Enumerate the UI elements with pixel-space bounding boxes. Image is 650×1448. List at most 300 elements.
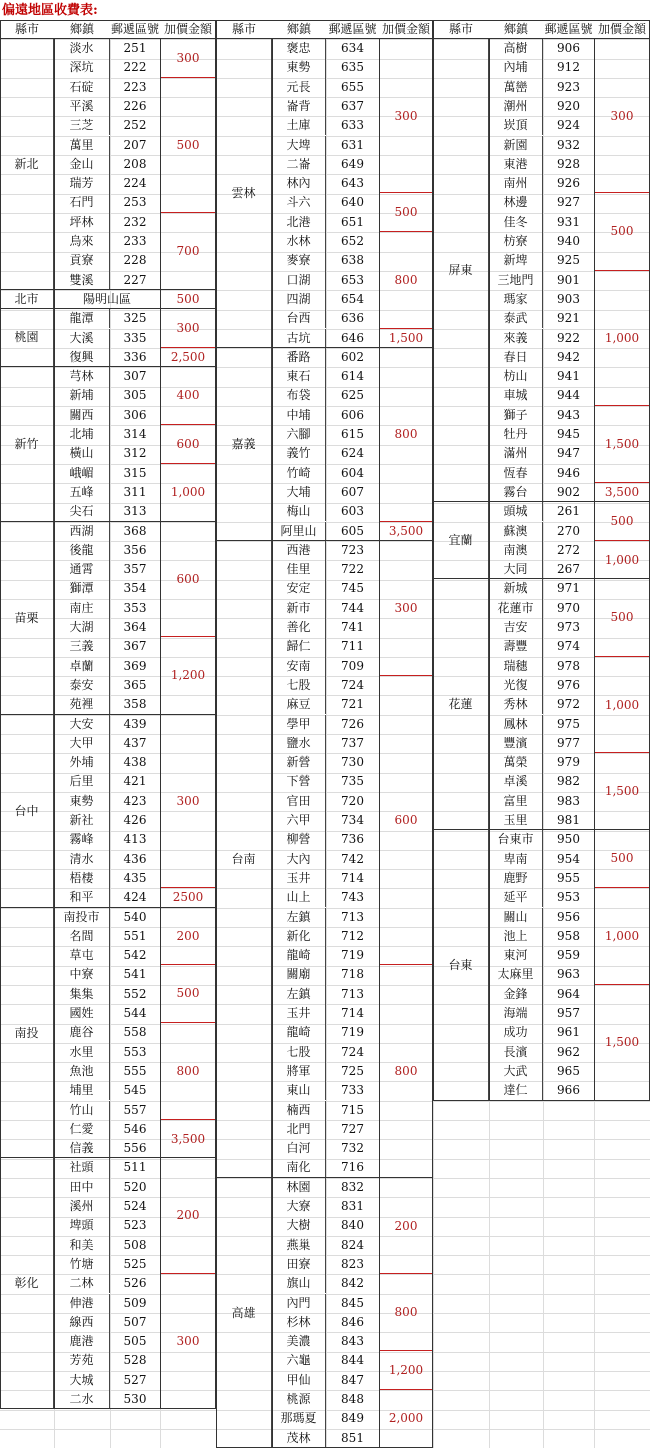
town-cell: 佳里 bbox=[272, 560, 326, 579]
zip-cell: 824 bbox=[341, 1237, 364, 1252]
town-cell: 茂林 bbox=[272, 1429, 326, 1448]
zip-cell: 849 bbox=[341, 1411, 364, 1426]
town-cell: 七股 bbox=[272, 1043, 326, 1062]
zip-cell: 226 bbox=[123, 98, 147, 113]
fee-cell: 200 bbox=[176, 928, 200, 943]
town-cell: 番路 bbox=[272, 348, 326, 367]
zip-cell: 509 bbox=[123, 1295, 147, 1310]
town-cell: 來義 bbox=[489, 329, 543, 348]
zip-cell: 207 bbox=[123, 137, 147, 152]
zip-cell: 367 bbox=[123, 639, 147, 654]
town-cell: 玉里 bbox=[489, 811, 543, 830]
town-cell: 歸仁 bbox=[272, 637, 326, 656]
town-cell: 四湖 bbox=[272, 290, 326, 309]
zip-cell: 925 bbox=[557, 253, 580, 268]
town-cell: 竹塘 bbox=[54, 1255, 110, 1274]
fee-cell: 500 bbox=[176, 137, 200, 152]
zip-cell: 963 bbox=[557, 967, 580, 982]
town-cell: 雙溪 bbox=[54, 271, 110, 290]
town-cell: 春日 bbox=[489, 348, 543, 367]
zip-cell: 222 bbox=[123, 60, 147, 75]
town-cell: 關西 bbox=[54, 406, 110, 425]
town-cell: 元長 bbox=[272, 78, 326, 97]
zip-cell: 435 bbox=[123, 870, 147, 885]
town-cell: 光復 bbox=[489, 676, 543, 695]
header-county: 縣市 bbox=[433, 20, 489, 39]
town-cell: 大武 bbox=[489, 1062, 543, 1081]
header-county: 縣市 bbox=[0, 20, 54, 39]
fee-cell: 500 bbox=[610, 514, 634, 529]
town-cell: 鹿港 bbox=[54, 1332, 110, 1351]
zip-cell: 311 bbox=[123, 484, 147, 499]
zip-cell: 358 bbox=[123, 697, 147, 712]
zip-cell: 712 bbox=[341, 928, 364, 943]
zip-cell: 223 bbox=[123, 79, 147, 94]
town-cell: 大湖 bbox=[54, 618, 110, 637]
zip-cell: 507 bbox=[123, 1314, 147, 1329]
rule-line bbox=[216, 20, 217, 1448]
town-cell: 瑞芳 bbox=[54, 174, 110, 193]
zip-cell: 923 bbox=[557, 79, 580, 94]
zip-cell: 356 bbox=[123, 542, 147, 557]
town-cell: 中埔 bbox=[272, 406, 326, 425]
zip-cell: 924 bbox=[557, 118, 580, 133]
fee-cell: 300 bbox=[176, 51, 200, 65]
fee-cell: 1,000 bbox=[604, 552, 640, 567]
town-cell: 三地門 bbox=[489, 271, 543, 290]
zip-cell: 961 bbox=[557, 1025, 580, 1040]
zip-cell: 725 bbox=[341, 1063, 364, 1078]
town-cell: 萬里 bbox=[54, 136, 110, 155]
zip-cell: 545 bbox=[123, 1083, 147, 1098]
fee-cell: 700 bbox=[176, 243, 200, 258]
town-cell: 林園 bbox=[272, 1178, 326, 1197]
zip-cell: 357 bbox=[123, 562, 147, 577]
zip-cell: 336 bbox=[123, 349, 147, 364]
town-cell: 新城 bbox=[489, 579, 543, 598]
zip-cell: 651 bbox=[341, 214, 364, 229]
rule-line bbox=[160, 1408, 216, 1409]
zip-cell: 735 bbox=[341, 774, 364, 789]
zip-cell: 979 bbox=[557, 755, 580, 770]
zip-cell: 964 bbox=[557, 986, 580, 1001]
town-cell: 長濱 bbox=[489, 1043, 543, 1062]
zip-cell: 232 bbox=[123, 214, 147, 229]
town-cell: 平溪 bbox=[54, 97, 110, 116]
town-cell: 水里 bbox=[54, 1043, 110, 1062]
zip-cell: 520 bbox=[123, 1179, 147, 1194]
town-cell: 草屯 bbox=[54, 946, 110, 965]
town-cell: 大寮 bbox=[272, 1197, 326, 1216]
zip-cell: 314 bbox=[123, 427, 147, 441]
town-cell: 竹山 bbox=[54, 1101, 110, 1120]
zip-cell: 652 bbox=[341, 234, 364, 248]
zip-cell: 741 bbox=[341, 620, 364, 634]
town-cell: 牡丹 bbox=[489, 425, 543, 444]
zip-cell: 607 bbox=[341, 484, 364, 499]
zip-cell: 423 bbox=[123, 793, 147, 808]
zip-cell: 719 bbox=[341, 1025, 364, 1040]
town-cell: 內門 bbox=[272, 1294, 326, 1313]
town-cell: 六甲 bbox=[272, 811, 326, 830]
zip-cell: 734 bbox=[341, 813, 364, 827]
zip-cell: 727 bbox=[341, 1121, 364, 1136]
town-cell: 東勢 bbox=[54, 792, 110, 811]
fee-cell: 800 bbox=[176, 1064, 200, 1079]
town-cell: 霧台 bbox=[489, 483, 543, 502]
town-cell: 枋寮 bbox=[489, 232, 543, 251]
town-cell: 六龜 bbox=[272, 1351, 326, 1370]
town-cell: 北港 bbox=[272, 213, 326, 232]
town-cell: 燕巢 bbox=[272, 1236, 326, 1255]
zip-cell: 927 bbox=[557, 195, 580, 210]
town-cell: 將軍 bbox=[272, 1062, 326, 1081]
town-cell: 六腳 bbox=[272, 425, 326, 444]
fee-cell: 600 bbox=[176, 437, 200, 451]
fee-cell: 1,500 bbox=[388, 330, 424, 345]
zip-cell: 976 bbox=[557, 677, 580, 692]
fee-cell: 200 bbox=[394, 1218, 418, 1233]
zip-cell: 719 bbox=[341, 948, 364, 963]
town-cell: 太麻里 bbox=[489, 965, 543, 984]
town-cell: 大埔 bbox=[272, 483, 326, 502]
town-cell: 左鎮 bbox=[272, 908, 326, 927]
fee-cell: 2500 bbox=[172, 890, 204, 905]
town-cell: 那瑪夏 bbox=[272, 1409, 326, 1428]
rule-line bbox=[433, 20, 434, 1101]
fee-cell: 1,000 bbox=[604, 330, 640, 345]
fee-cell: 3,500 bbox=[170, 1131, 206, 1146]
fee-cell: 3,500 bbox=[388, 523, 424, 538]
county-cell: 高雄 bbox=[216, 1178, 272, 1448]
town-cell: 大安 bbox=[54, 715, 110, 734]
town-cell: 南化 bbox=[272, 1158, 326, 1177]
town-cell: 延平 bbox=[489, 888, 543, 907]
town-cell: 新社 bbox=[54, 811, 110, 830]
town-cell: 后里 bbox=[54, 772, 110, 791]
town-cell: 金山 bbox=[54, 155, 110, 174]
header-town: 鄉鎮 bbox=[54, 20, 110, 39]
zip-cell: 649 bbox=[341, 156, 364, 171]
county-cell: 屏東 bbox=[433, 39, 489, 502]
zip-cell: 655 bbox=[341, 79, 364, 94]
rule-line bbox=[594, 1100, 650, 1101]
zip-cell: 926 bbox=[557, 176, 580, 191]
zip-cell: 971 bbox=[557, 581, 580, 596]
zip-cell: 523 bbox=[123, 1218, 147, 1233]
rule-line bbox=[272, 39, 273, 1448]
zip-cell: 542 bbox=[123, 948, 147, 963]
town-cell: 玉井 bbox=[272, 869, 326, 888]
town-cell: 梅山 bbox=[272, 502, 326, 521]
header-town: 鄉鎮 bbox=[489, 20, 543, 39]
town-cell: 玉井 bbox=[272, 1004, 326, 1023]
zip-cell: 744 bbox=[341, 600, 364, 615]
fee-cell: 600 bbox=[176, 571, 200, 586]
town-cell: 秀林 bbox=[489, 695, 543, 714]
town-cell: 龍崎 bbox=[272, 1023, 326, 1042]
county-cell: 南投 bbox=[0, 908, 54, 1159]
town-cell: 埤頭 bbox=[54, 1216, 110, 1235]
zip-cell: 713 bbox=[341, 909, 364, 924]
zip-cell: 313 bbox=[123, 504, 147, 519]
zip-cell: 437 bbox=[123, 735, 147, 750]
zip-cell: 307 bbox=[123, 369, 147, 384]
zip-cell: 526 bbox=[123, 1276, 147, 1291]
zip-cell: 745 bbox=[341, 581, 364, 596]
rule-line bbox=[594, 39, 595, 1101]
town-cell: 集集 bbox=[54, 985, 110, 1004]
fee-cell: 1,500 bbox=[604, 1034, 640, 1049]
zip-cell: 413 bbox=[123, 832, 147, 847]
town-cell: 峨嵋 bbox=[54, 464, 110, 483]
town-cell: 中寮 bbox=[54, 965, 110, 984]
zip-cell: 946 bbox=[557, 465, 580, 480]
town-cell: 吉安 bbox=[489, 618, 543, 637]
town-cell: 國姓 bbox=[54, 1004, 110, 1023]
town-cell: 田寮 bbox=[272, 1255, 326, 1274]
zip-cell: 624 bbox=[341, 446, 364, 461]
zip-cell: 722 bbox=[341, 562, 364, 577]
zip-cell: 625 bbox=[341, 388, 364, 403]
fee-cell: 1,500 bbox=[604, 784, 640, 799]
rule-line bbox=[0, 20, 1, 1409]
zip-cell: 851 bbox=[341, 1430, 364, 1445]
zip-cell: 540 bbox=[123, 909, 147, 924]
town-cell: 後龍 bbox=[54, 541, 110, 560]
zip-cell: 638 bbox=[341, 253, 364, 268]
zip-cell: 315 bbox=[123, 465, 147, 480]
zip-cell: 947 bbox=[557, 446, 580, 461]
zip-cell: 846 bbox=[341, 1314, 364, 1329]
header-zip: 郵遞區號 bbox=[326, 20, 379, 39]
town-cell: 義竹 bbox=[272, 444, 326, 463]
town-cell: 富里 bbox=[489, 792, 543, 811]
town-cell: 泰安 bbox=[54, 676, 110, 695]
zip-cell: 981 bbox=[557, 813, 580, 827]
town-cell: 口湖 bbox=[272, 271, 326, 290]
zip-cell: 970 bbox=[557, 600, 580, 615]
town-cell: 西湖 bbox=[54, 522, 110, 541]
zip-cell: 635 bbox=[341, 60, 364, 75]
zip-cell: 932 bbox=[557, 137, 580, 152]
town-cell: 梧棲 bbox=[54, 869, 110, 888]
zip-cell: 940 bbox=[557, 234, 580, 248]
town-cell: 杉林 bbox=[272, 1313, 326, 1332]
zip-cell: 730 bbox=[341, 755, 364, 770]
fee-cell: 1,500 bbox=[604, 436, 640, 451]
town-cell: 卓蘭 bbox=[54, 657, 110, 676]
zip-cell: 602 bbox=[341, 349, 364, 364]
town-cell: 高樹 bbox=[489, 39, 543, 58]
county-cell: 宜蘭 bbox=[433, 502, 489, 579]
town-cell: 二林 bbox=[54, 1274, 110, 1293]
town-cell: 仁愛 bbox=[54, 1120, 110, 1139]
town-cell: 南庄 bbox=[54, 599, 110, 618]
zip-cell: 605 bbox=[341, 523, 364, 538]
zip-cell: 718 bbox=[341, 967, 364, 982]
header-zip: 郵遞區號 bbox=[110, 20, 160, 39]
town-cell: 淡水 bbox=[54, 39, 110, 58]
town-cell: 和平 bbox=[54, 888, 110, 907]
town-cell: 田中 bbox=[54, 1178, 110, 1197]
zip-cell: 228 bbox=[123, 253, 147, 268]
town-cell: 新化 bbox=[272, 927, 326, 946]
zip-cell: 966 bbox=[557, 1083, 580, 1098]
town-cell: 萬巒 bbox=[489, 78, 543, 97]
fee-cell: 800 bbox=[394, 273, 418, 287]
town-cell: 石門 bbox=[54, 193, 110, 212]
fee-cell: 2,500 bbox=[170, 349, 206, 364]
zip-cell: 634 bbox=[341, 41, 364, 55]
zip-cell: 832 bbox=[341, 1179, 364, 1194]
zip-cell: 977 bbox=[557, 735, 580, 750]
town-cell: 佳冬 bbox=[489, 213, 543, 232]
zip-cell: 555 bbox=[123, 1063, 147, 1078]
county-cell: 台中 bbox=[0, 715, 54, 908]
town-cell: 旗山 bbox=[272, 1274, 326, 1293]
zip-cell: 955 bbox=[557, 870, 580, 885]
sheet-title: 偏遠地區收費表: bbox=[2, 3, 98, 18]
zip-cell: 646 bbox=[341, 330, 364, 345]
zip-cell: 902 bbox=[557, 484, 580, 499]
zip-cell: 723 bbox=[341, 542, 364, 557]
zip-cell: 640 bbox=[341, 195, 364, 210]
town-cell: 溪州 bbox=[54, 1197, 110, 1216]
zip-cell: 848 bbox=[341, 1392, 364, 1406]
town-cell: 金鋒 bbox=[489, 985, 543, 1004]
zip-cell: 558 bbox=[123, 1025, 147, 1040]
town-cell: 東港 bbox=[489, 155, 543, 174]
zip-cell: 921 bbox=[557, 311, 580, 326]
zip-cell: 421 bbox=[123, 774, 147, 789]
town-cell: 壽豐 bbox=[489, 637, 543, 656]
zip-cell: 847 bbox=[341, 1372, 364, 1387]
zip-cell: 742 bbox=[341, 851, 364, 866]
town-cell: 獅子 bbox=[489, 406, 543, 425]
zip-cell: 253 bbox=[123, 195, 147, 210]
zip-cell: 252 bbox=[123, 118, 147, 133]
zip-cell: 306 bbox=[123, 407, 147, 422]
town-cell: 瑪家 bbox=[489, 290, 543, 309]
fee-cell: 300 bbox=[176, 793, 200, 808]
town-cell: 關廟 bbox=[272, 965, 326, 984]
town-cell: 下營 bbox=[272, 772, 326, 791]
zip-cell: 953 bbox=[557, 890, 580, 905]
county-cell: 台東 bbox=[433, 830, 489, 1100]
fee-cell: 500 bbox=[176, 291, 200, 306]
zip-cell: 208 bbox=[123, 156, 147, 171]
town-cell: 學甲 bbox=[272, 715, 326, 734]
zip-cell: 982 bbox=[557, 774, 580, 789]
fee-cell: 1,000 bbox=[604, 697, 640, 712]
zip-cell: 962 bbox=[557, 1044, 580, 1059]
zip-cell: 943 bbox=[557, 407, 580, 422]
zip-cell: 653 bbox=[341, 272, 364, 287]
town-cell: 泰武 bbox=[489, 309, 543, 328]
town-cell: 龍潭 bbox=[54, 309, 110, 328]
town-cell: 水林 bbox=[272, 232, 326, 251]
town-cell: 鹽水 bbox=[272, 734, 326, 753]
town-cell: 霧峰 bbox=[54, 830, 110, 849]
town-cell: 林邊 bbox=[489, 193, 543, 212]
town-cell: 鳳林 bbox=[489, 715, 543, 734]
fee-cell: 1,200 bbox=[388, 1363, 424, 1378]
zip-cell: 233 bbox=[123, 234, 147, 248]
town-cell: 甲仙 bbox=[272, 1371, 326, 1390]
town-cell: 西港 bbox=[272, 541, 326, 560]
fee-cell: 300 bbox=[176, 321, 200, 336]
zip-cell: 603 bbox=[341, 504, 364, 519]
town-cell: 大溪 bbox=[54, 329, 110, 348]
zip-cell: 525 bbox=[123, 1256, 147, 1271]
zip-cell: 614 bbox=[341, 369, 364, 384]
zip-cell: 365 bbox=[123, 677, 147, 692]
rule-line bbox=[160, 39, 161, 1409]
zip-cell: 840 bbox=[341, 1218, 364, 1233]
fee-cell: 500 bbox=[610, 224, 634, 239]
town-cell: 安南 bbox=[272, 657, 326, 676]
zip-cell: 354 bbox=[123, 581, 147, 596]
header-town: 鄉鎮 bbox=[272, 20, 326, 39]
town-cell: 褒忠 bbox=[272, 39, 326, 58]
town-cell: 麥寮 bbox=[272, 251, 326, 270]
town-cell: 大城 bbox=[54, 1371, 110, 1390]
town-cell: 東山 bbox=[272, 1081, 326, 1100]
town-cell: 橫山 bbox=[54, 444, 110, 463]
town-cell: 潮州 bbox=[489, 97, 543, 116]
town-cell: 阿里山 bbox=[272, 522, 326, 541]
town-cell: 烏來 bbox=[54, 232, 110, 251]
town-cell: 台西 bbox=[272, 309, 326, 328]
zip-cell: 436 bbox=[123, 851, 147, 866]
zip-cell: 714 bbox=[341, 870, 364, 885]
town-cell: 東石 bbox=[272, 367, 326, 386]
zip-cell: 528 bbox=[123, 1353, 147, 1368]
fee-cell: 1,000 bbox=[170, 484, 206, 499]
town-cell: 線西 bbox=[54, 1313, 110, 1332]
fee-cell: 300 bbox=[394, 109, 418, 123]
town-cell: 龍崎 bbox=[272, 946, 326, 965]
zip-cell: 615 bbox=[341, 427, 364, 441]
town-cell: 新埤 bbox=[489, 251, 543, 270]
zip-cell: 711 bbox=[341, 639, 364, 654]
town-cell: 東勢 bbox=[272, 58, 326, 77]
town-cell: 車城 bbox=[489, 386, 543, 405]
zip-cell: 912 bbox=[557, 60, 580, 75]
town-cell: 五峰 bbox=[54, 483, 110, 502]
town-cell: 成功 bbox=[489, 1023, 543, 1042]
town-cell: 鹿野 bbox=[489, 869, 543, 888]
zip-cell: 227 bbox=[123, 272, 147, 287]
zip-cell: 965 bbox=[557, 1063, 580, 1078]
fee-cell: 300 bbox=[394, 600, 418, 615]
town-cell: 魚池 bbox=[54, 1062, 110, 1081]
zip-cell: 843 bbox=[341, 1334, 364, 1349]
town-cell: 二水 bbox=[54, 1390, 110, 1409]
town-cell: 芳苑 bbox=[54, 1351, 110, 1370]
fee-cell: 600 bbox=[394, 812, 418, 827]
zip-cell: 743 bbox=[341, 890, 364, 905]
header-zip: 郵遞區號 bbox=[543, 20, 594, 39]
fee-cell: 200 bbox=[176, 1208, 200, 1223]
town-cell: 三芝 bbox=[54, 116, 110, 135]
fee-cell: 300 bbox=[610, 109, 634, 123]
zip-cell: 551 bbox=[123, 928, 147, 943]
zip-cell: 353 bbox=[123, 600, 147, 615]
zip-cell: 511 bbox=[123, 1160, 147, 1175]
town-cell: 復興 bbox=[54, 348, 110, 367]
